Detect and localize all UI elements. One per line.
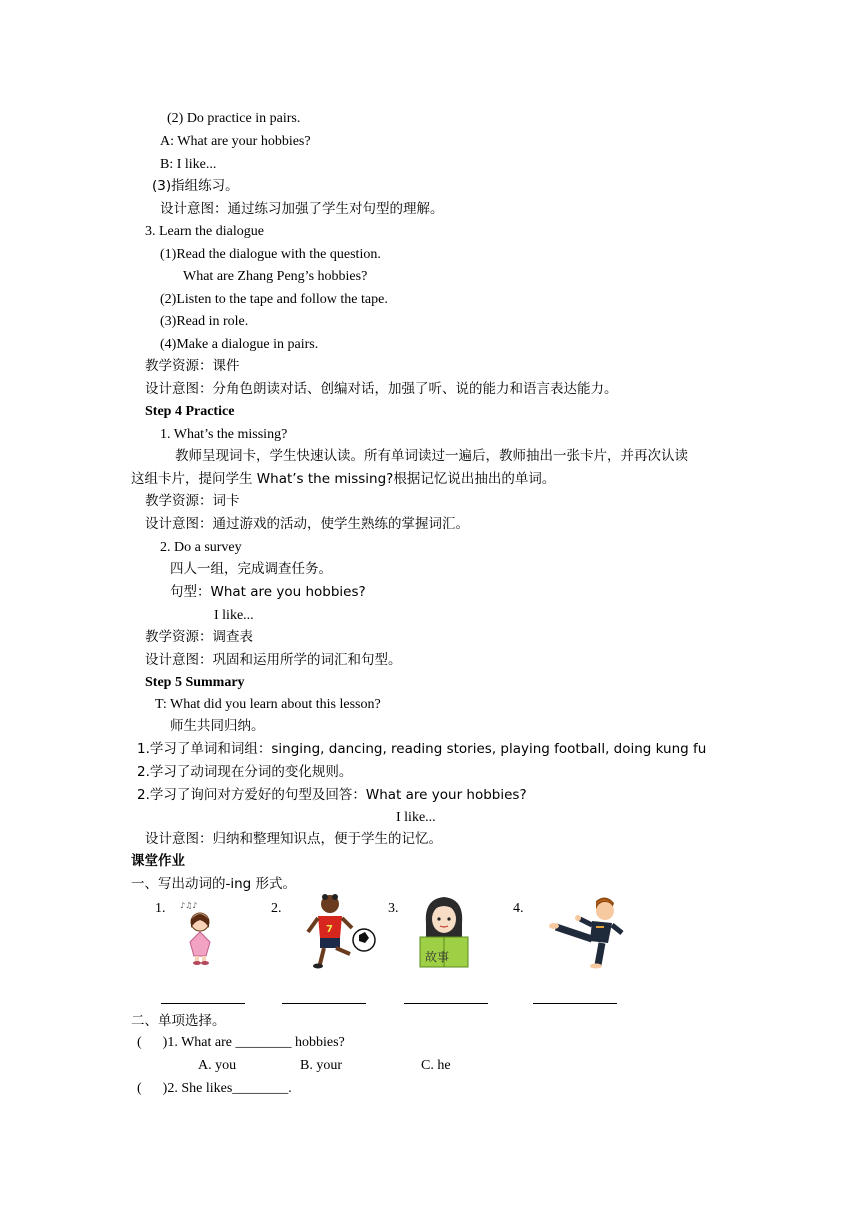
exercise-number: 2.: [271, 901, 282, 916]
answer-blank[interactable]: [282, 1003, 366, 1004]
listen-tape-line: (2)Listen to the tape and follow the tape.: [160, 292, 388, 307]
group-practice-line: (3)指组练习。: [152, 178, 239, 194]
classwork-heading: 课堂作业: [131, 853, 185, 869]
read-dialogue-line: (1)Read the dialogue with the question.: [160, 247, 381, 262]
i-like-line: I like...: [214, 608, 254, 623]
group-task-line: 四人一组，完成调查任务。: [170, 561, 332, 577]
design-intent-line: 设计意图：巩固和运用所学的词汇和句型。: [145, 652, 402, 668]
answer-blank[interactable]: [161, 1003, 245, 1004]
step-5-heading: Step 5 Summary: [145, 675, 245, 690]
exercise-number: 4.: [513, 901, 524, 916]
choice-question-1: ( )1. What are ________ hobbies?: [137, 1035, 345, 1050]
summary-item-2: 2.学习了动词现在分词的变化规则。: [137, 764, 353, 780]
answer-blank[interactable]: [533, 1003, 617, 1004]
football-player-icon: [298, 890, 380, 970]
kung-fu-boy-icon: [546, 893, 626, 969]
i-like-line: I like...: [396, 810, 436, 825]
answer-blank[interactable]: [404, 1003, 488, 1004]
choice-question-2: ( )2. She likes________.: [137, 1081, 292, 1096]
exercise-number: 3.: [388, 901, 399, 916]
teaching-resource-line: 教学资源：词卡: [145, 493, 240, 509]
read-in-role-line: (3)Read in role.: [160, 314, 249, 329]
teacher-question-line: T: What did you learn about this lesson?: [155, 697, 381, 712]
choice-option-a: A. you: [198, 1058, 237, 1073]
book-caption: 故事: [425, 950, 450, 964]
word-card-line: 教师呈现词卡，学生快速认读。所有单词读过一遍后，教师抽出一张卡片，并再次认读: [175, 448, 688, 464]
sentence-pattern-line: 句型：What are you hobbies?: [170, 584, 366, 600]
word-card-line-cont: 这组卡片，提问学生 What’s the missing?根据记忆说出抽出的单词。: [131, 471, 556, 487]
learn-dialogue-heading: 3. Learn the dialogue: [145, 224, 264, 239]
dialogue-a-line: A: What are your hobbies?: [160, 134, 311, 149]
choice-option-c: C. he: [421, 1058, 451, 1073]
singing-girl-icon: [176, 898, 224, 966]
teaching-resource-line: 教学资源：调查表: [145, 629, 253, 645]
summary-item-3: 2.学习了询问对方爱好的句型及回答：What are your hobbies?: [137, 787, 527, 803]
whats-missing-line: 1. What’s the missing?: [160, 427, 288, 442]
design-intent-line: 设计意图：归纳和整理知识点，便于学生的记忆。: [145, 831, 442, 847]
svg-text:♪♫♪: ♪♫♪: [180, 901, 198, 910]
practice-pairs-line: (2) Do practice in pairs.: [167, 111, 301, 126]
dialogue-b-line: B: I like...: [160, 157, 217, 172]
choice-option-b: B. your: [300, 1058, 342, 1073]
step-4-heading: Step 4 Practice: [145, 404, 235, 419]
do-survey-line: 2. Do a survey: [160, 540, 242, 555]
design-intent-line: 设计意图：通过游戏的活动，使学生熟练的掌握词汇。: [145, 516, 469, 532]
question-line: What are Zhang Peng’s hobbies?: [183, 269, 368, 284]
design-intent-line: 设计意图：通过练习加强了学生对句型的理解。: [160, 201, 444, 217]
svg-text:7: 7: [326, 924, 333, 935]
summary-line: 师生共同归纳。: [170, 718, 265, 734]
make-dialogue-line: (4)Make a dialogue in pairs.: [160, 337, 319, 352]
exercise-number: 1.: [155, 901, 166, 916]
section-two-heading: 二、单项选择。: [131, 1013, 226, 1029]
teaching-resource-line: 教学资源：课件: [145, 358, 240, 374]
design-intent-line: 设计意图：分角色朗读对话、创编对话，加强了听、说的能力和语言表达能力。: [145, 381, 618, 397]
section-one-heading: 一、写出动词的-ing 形式。: [131, 876, 297, 892]
summary-item-1: 1.学习了单词和词组：singing, dancing, reading stories, playing football, doing kung fu: [137, 741, 707, 757]
